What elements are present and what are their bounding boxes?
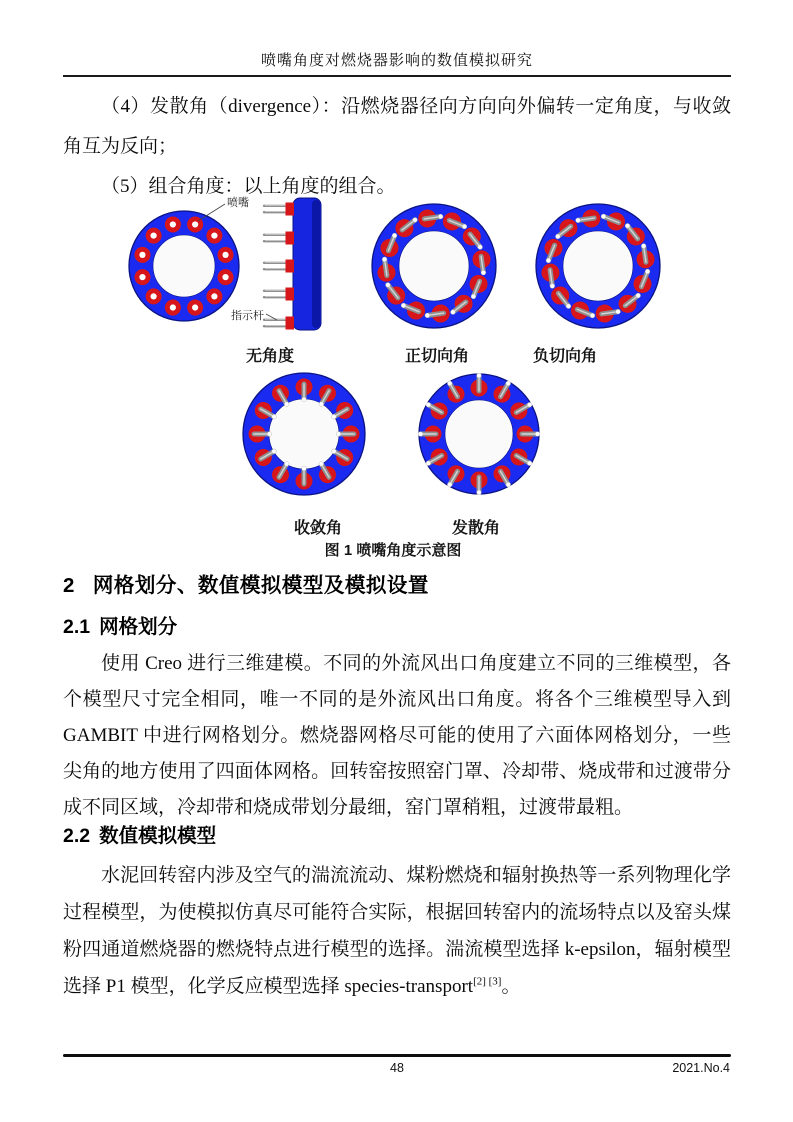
diagram-convergence	[240, 368, 368, 500]
section-2-2-paragraph	[63, 857, 731, 1005]
page-number: 48	[390, 1061, 404, 1075]
issue-label: 2021.No.4	[672, 1061, 730, 1075]
section-2-number: 2	[63, 574, 75, 597]
section-2-1-number: 2.1	[63, 616, 91, 638]
fig-label-positive-tangential: 正切向角	[404, 348, 470, 365]
paragraph-item-5: （5）组合角度：以上角度的组合。	[101, 176, 396, 197]
section-2-1-title: 网格划分	[99, 616, 178, 638]
section-2-1-paragraph: 使用 Creo 进行三维建模。不同的外流风出口角度建立不同的三维模型，各个模型尺寸完全相同，唯一不同的是外流风出口角度。将各个三维模型导入到 GAMBIT 中进行网格划分。燃烧器网格尽可能的使用了六面体网格划分，一些尖角的地方使用了四面体网格。回转窑按照窑门罩、冷却带、烧成带和过渡带分成不同区域，冷却带和烧成带划分最细，窑门罩稍粗，过渡带最粗。	[63, 653, 731, 818]
fig-label-convergence: 收敛角	[293, 520, 343, 537]
section-2-2-text: 水泥回转窑内涉及空气的湍流流动、煤粉燃烧和辐射换热等一系列物理化学过程模型，为使模拟仿真尽可能符合实际，根据回转窑内的流场特点以及窑头煤粉四通道燃烧器的燃烧特点进行模型的选择。湍流模型选择 k-epsilon，辐射模型选择 P1 模型，化学反应模型选择 species-transport	[63, 865, 731, 997]
section-2-heading	[63, 568, 731, 598]
diagram-negative-tangential	[532, 193, 664, 339]
section-2-2-heading	[63, 820, 731, 848]
section-2-1-heading	[63, 611, 731, 639]
indicator-annotation: 指示杆	[231, 310, 264, 322]
page-footer	[63, 1061, 731, 1079]
fig-label-no-angle: 无角度	[245, 348, 295, 365]
figure-caption: 图 1 喷嘴角度示意图	[324, 542, 462, 559]
fig-label-divergence: 发散角	[451, 520, 501, 537]
citation-refs: [2] [3]	[473, 975, 502, 988]
diagram-positive-tangential	[368, 193, 500, 339]
section-2-title: 网格划分、数值模拟模型及模拟设置	[92, 574, 429, 597]
section-2-2-number: 2.2	[63, 825, 91, 847]
figure-1	[63, 193, 731, 565]
diagram-divergence	[417, 368, 541, 500]
diagram-no-angle	[127, 193, 327, 339]
footer-rule	[63, 1054, 731, 1057]
paragraph-item-4: （4）发散角（divergence）：沿燃烧器径向方向向外偏转一定角度，与收敛角互为反向；	[63, 96, 731, 157]
fig-label-negative-tangential: 负切向角	[532, 348, 598, 365]
section-2-2-title: 数值模拟模型	[99, 825, 217, 847]
header-rule	[63, 75, 731, 77]
nozzle-annotation: 喷嘴	[227, 197, 249, 209]
page-header-title: 喷嘴角度对燃烧器影响的数值模拟研究	[260, 53, 533, 69]
section-2-2-text-end: 。	[501, 976, 521, 997]
